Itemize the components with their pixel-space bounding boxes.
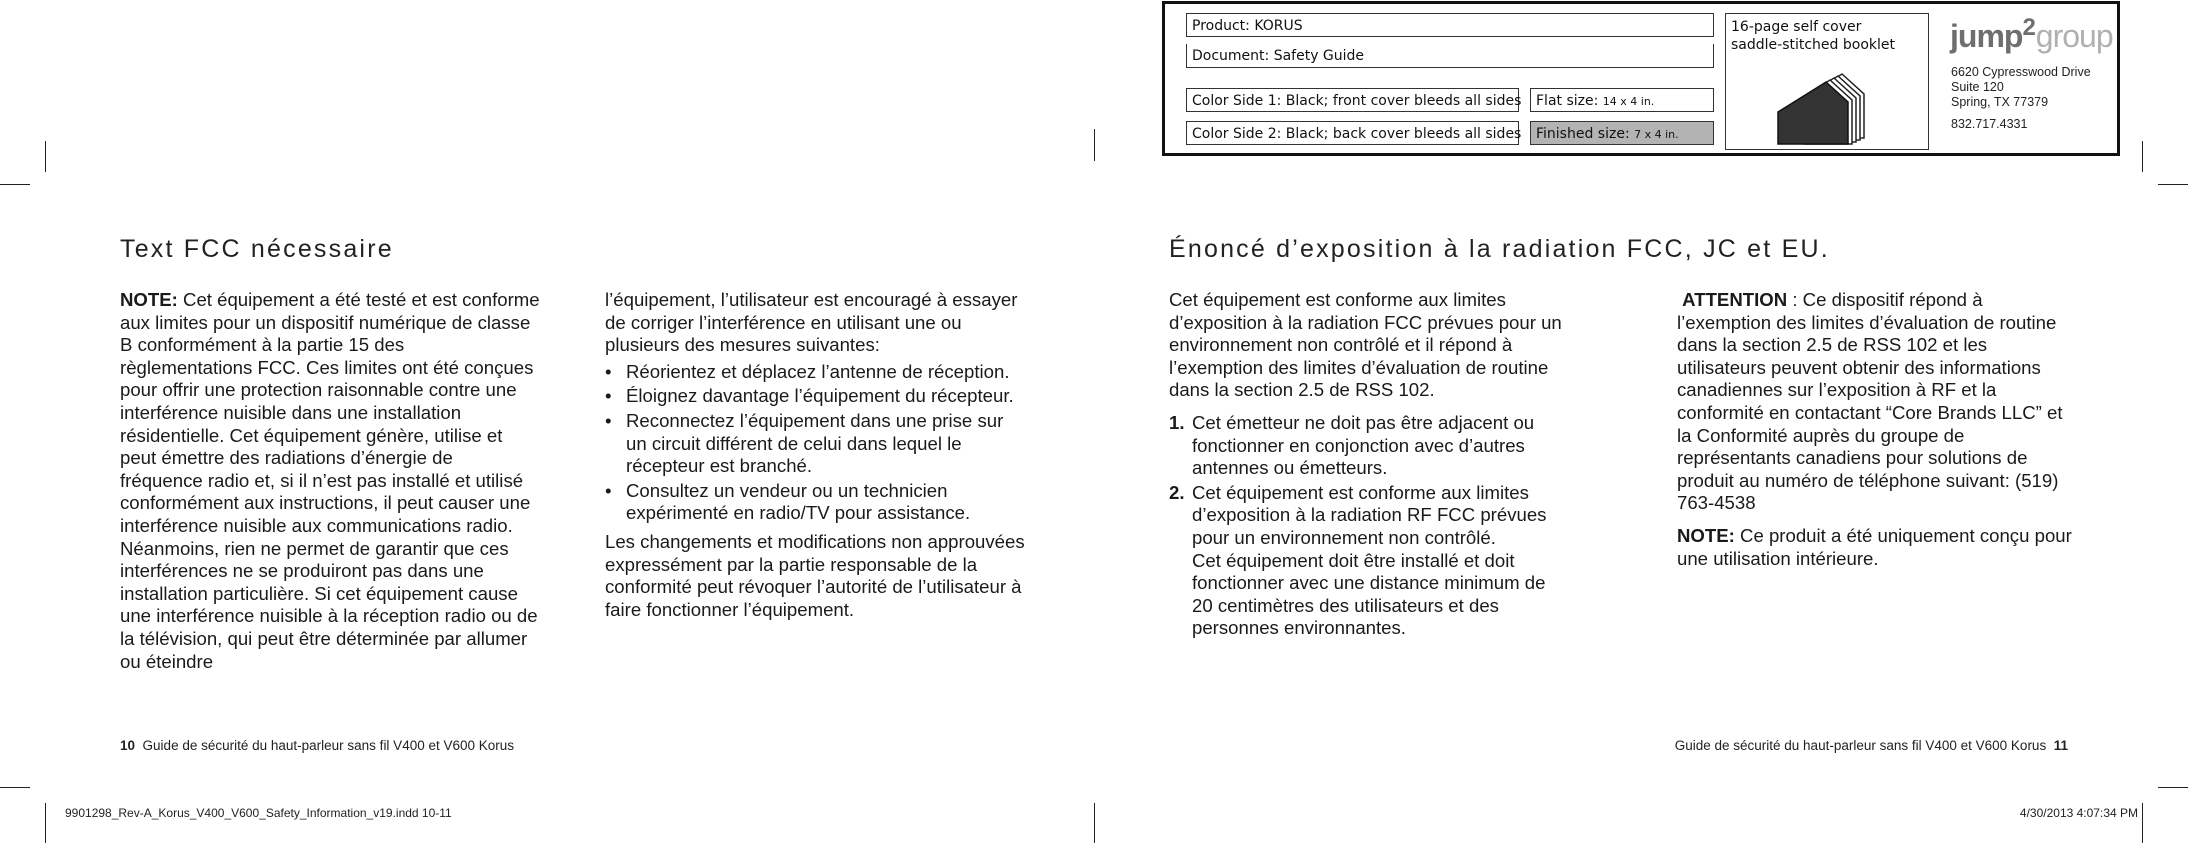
crop-mark bbox=[0, 184, 30, 185]
item-text: Cet équipement doit être installé et doit fonctionner avec une distance minimum de 20 centimètres des utilisateurs et des personnes environnantes. bbox=[1192, 549, 1546, 639]
booklet-icon bbox=[1776, 66, 1876, 146]
document-label: Document: Safety Guide bbox=[1192, 48, 1365, 64]
right-footer bbox=[1675, 738, 2068, 753]
finished-size-cell bbox=[1530, 121, 1714, 145]
left-footer bbox=[120, 738, 514, 753]
left-column-2 bbox=[605, 289, 1025, 631]
list-item: • Reconnectez l’équipement dans une prise sur un circuit différent de celui dans lequel le récepteur est branché. bbox=[605, 410, 1025, 478]
list-item bbox=[1169, 412, 1569, 480]
product-label: Product: KORUS bbox=[1192, 18, 1303, 34]
print-spec-box bbox=[1162, 1, 2120, 156]
crop-mark bbox=[0, 787, 30, 788]
right-column-2 bbox=[1677, 289, 2077, 580]
phone-number: 832.717.4331 bbox=[1951, 117, 2028, 131]
list-item: • Éloignez davantage l’équipement du récepteur. bbox=[605, 385, 1025, 408]
jump2group-logo bbox=[1950, 14, 2113, 55]
crop-mark bbox=[45, 141, 46, 172]
attention-label: ATTENTION bbox=[1682, 289, 1788, 310]
booklet-line-2: saddle-stitched booklet bbox=[1731, 37, 1896, 53]
right-column-1 bbox=[1169, 289, 1569, 642]
attention-text: : Ce dispositif répond à l’exemption des limites d’évaluation de routine dans la section 2.5 de RSS 102 et les utilisateurs peuvent obtenir des informations canadiennes sur l’exposition à RF et la conformité en contactant “Core Brands LLC” et la Conformité auprès du groupe de représentants canadiens pour solutions de produit au numéro de téléphone suivant: (519) 763-4538 bbox=[1677, 289, 2063, 514]
booklet-cell bbox=[1725, 13, 1929, 150]
note-text: Cet équipement a été testé et est conforme aux limites pour un dispositif numérique de classe B conformément à la partie 15 des règlementations FCC. Ces limites ont été conçues pour offrir une protection raisonnable contre une interférence nuisible dans une installation résidentielle. Cet équipement génère, utilise et peut émettre des radiations d’énergie de fréquence radio et, si il n’est pas installé et utilisé conformément aux instructions, il peut causer une interférence nuisible aux communications radio. Néanmoins, rien ne permet de garantir que ces interférences ne se produiront pas dans une installation particulière. Si cet équipement cause une interférence nuisible à la réception radio ou de la télévision, qui peut être déterminée par allumer ou éteindre bbox=[120, 289, 540, 672]
list-item: • Consultez un vendeur ou un technicien expérimenté en radio/TV pour assistance. bbox=[605, 480, 1025, 525]
finished-size-value: 7 x 4 in. bbox=[1634, 128, 1679, 141]
finished-size-label: Finished size: bbox=[1536, 126, 1630, 142]
color-side-2-cell bbox=[1186, 121, 1522, 145]
item-text: Cet émetteur ne doit pas être adjacent ou fonctionner en conjonction avec d’autres antennes ou émetteurs. bbox=[1192, 411, 1535, 479]
right-page-title: Énoncé d’exposition à la radiation FCC, JC et EU. bbox=[1169, 235, 1830, 263]
left-page-title: Text FCC nécessaire bbox=[120, 235, 394, 263]
document-cell bbox=[1186, 44, 1714, 68]
attention-paragraph bbox=[1677, 289, 2077, 515]
crop-mark bbox=[2158, 184, 2188, 185]
numbered-list bbox=[1169, 412, 1569, 640]
continued-paragraph: l’équipement, l’utilisateur est encouragé à essayer de corriger l’interférence en utilisant une ou plusieurs des mesures suivantes: bbox=[605, 289, 1018, 356]
flat-size-cell bbox=[1530, 88, 1714, 112]
slug-filename: 9901298_Rev-A_Korus_V400_V600_Safety_Information_v19.indd 10-11 bbox=[65, 806, 452, 820]
address-line-2: Suite 120 bbox=[1951, 80, 2004, 94]
color-side-2-label: Color Side 2: Black; back cover bleeds all sides bbox=[1192, 126, 1522, 142]
logo-group: group bbox=[2035, 18, 2113, 54]
company-address bbox=[1951, 65, 2091, 132]
measures-list bbox=[605, 361, 1025, 525]
fcc-note-paragraph bbox=[120, 289, 540, 673]
crop-mark bbox=[2142, 803, 2143, 843]
address-line-1: 6620 Cypresswood Drive bbox=[1951, 65, 2091, 79]
footer-text: Guide de sécurité du haut-parleur sans fil V400 et V600 Korus bbox=[142, 738, 515, 753]
item-number: 2. bbox=[1169, 481, 1185, 503]
booklet-line-1: 16-page self cover bbox=[1731, 19, 1862, 35]
footer-text: Guide de sécurité du haut-parleur sans fil V400 et V600 Korus bbox=[1674, 738, 2047, 753]
slug-timestamp: 4/30/2013 4:07:34 PM bbox=[2019, 806, 2138, 820]
logo-jump: jump bbox=[1950, 18, 2023, 54]
list-item: • Réorientez et déplacez l’antenne de réception. bbox=[605, 361, 1025, 384]
product-cell bbox=[1186, 13, 1714, 37]
note-text: Ce produit a été uniquement conçu pour une utilisation intérieure. bbox=[1677, 524, 2072, 569]
note-label: NOTE: bbox=[120, 289, 178, 310]
logo-two: 2 bbox=[2022, 14, 2036, 41]
address-line-3: Spring, TX 77379 bbox=[1951, 95, 2049, 109]
crop-mark bbox=[1094, 803, 1095, 843]
note-label: NOTE: bbox=[1677, 524, 1735, 546]
flat-size-label: Flat size: bbox=[1536, 93, 1599, 109]
page-number: 10 bbox=[120, 738, 136, 753]
indoor-note-paragraph bbox=[1677, 525, 2077, 570]
crop-mark bbox=[2158, 787, 2188, 788]
closing-paragraph: Les changements et modifications non approuvées expressément par la partie responsable de la conformité peut révoquer l’autorité de l’utilisateur à faire fonctionner l’équipement. bbox=[605, 530, 1025, 620]
crop-mark bbox=[1094, 129, 1095, 161]
item-number: 1. bbox=[1169, 411, 1185, 433]
left-column-1 bbox=[120, 289, 540, 683]
page-number: 11 bbox=[2053, 738, 2068, 753]
intro-paragraph: Cet équipement est conforme aux limites d’exposition à la radiation FCC prévues pour un environnement non contrôlé et il répond à l’exemption des limites d’évaluation de routine dans la section 2.5 de RSS 102. bbox=[1169, 289, 1562, 401]
color-side-1-cell bbox=[1186, 88, 1522, 112]
color-side-1-label: Color Side 1: Black; front cover bleeds all sides bbox=[1192, 93, 1522, 109]
crop-mark bbox=[2142, 141, 2143, 172]
list-item bbox=[1169, 482, 1569, 640]
crop-mark bbox=[45, 803, 46, 843]
flat-size-value: 14 x 4 in. bbox=[1602, 95, 1655, 108]
item-text: Cet équipement est conforme aux limites d’exposition à la radiation RF FCC prévues pour un environnement non contrôlé. bbox=[1192, 481, 1547, 548]
